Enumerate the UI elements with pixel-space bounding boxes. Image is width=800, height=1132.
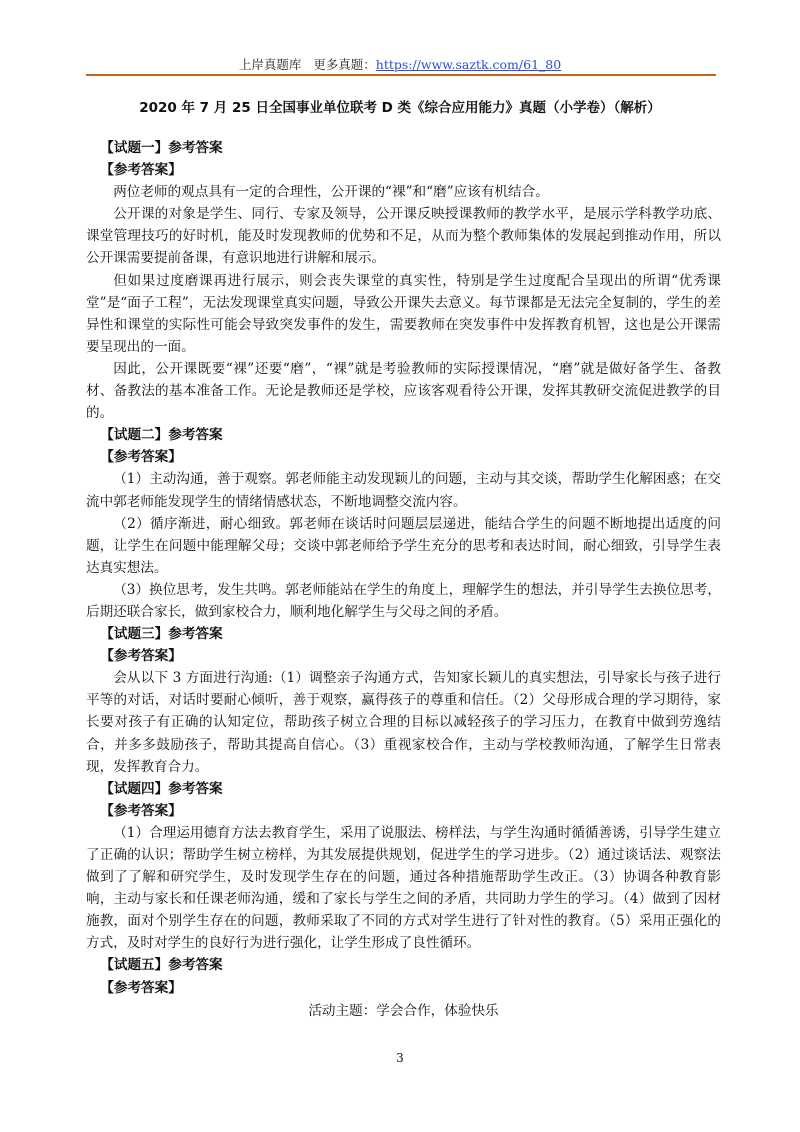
page-number: 3 (396, 1051, 404, 1065)
paragraph: （2）循序渐进，耐心细致。郭老师在谈话时问题层层递进，能结合学生的问题不断地提出适度的问题，让学生在问题中能理解父母；交谈中郭老师给予学生充分的思考和表达时间，耐心细致，引导学生表达真实想法。 (86, 515, 721, 576)
paragraph: 公开课的对象是学生、同行、专家及领导，公开课反映授课教师的教学水平，是展示学科教学功底、课堂管理技巧的好时机，能及时发现教师的优势和不足，从而为整个教师集体的发展起到推动作用，所以公开课需要提前备课，有意识地进行讲解和展示。 (86, 206, 721, 267)
answer-label: 【参考答案】 (100, 162, 182, 179)
answer-label: 【参考答案】 (100, 449, 182, 466)
answer-label: 【参考答案】 (100, 802, 182, 819)
section-heading: 【试题二】参考答案 (100, 427, 223, 444)
section-heading: 【试题三】参考答案 (100, 626, 223, 643)
document-body (86, 137, 721, 1022)
paragraph: 会从以下 3 方面进行沟通:（1）调整亲子沟通方式，告知家长颖儿的真实想法，引导家长与孩子进行平等的对话，对话时要耐心倾听，善于观察，赢得孩子的尊重和信任。（2）父母形成合理的学习期待，家长要对孩子有正确的认知定位，帮助孩子树立合理的目标以减轻孩子的学习压力，在教育中做到劳逸结合，并多多鼓励孩子，帮助其提高自信心。（3）重视家校合作，主动与学校教师沟通，了解学生日常表现，发挥教育合力。 (86, 670, 721, 775)
answer-label: 【参考答案】 (100, 648, 182, 665)
paragraph: 两位老师的观点具有一定的合理性，公开课的“裸”和“磨”应该有机结合。 (113, 184, 549, 201)
section-heading: 【试题一】参考答案 (100, 140, 223, 156)
site-link[interactable]: https://www.saztk.com/61_80 (375, 57, 562, 72)
section-heading: 【试题四】参考答案 (100, 780, 223, 797)
site-name: 上岸真题库 (238, 57, 302, 72)
more-label: 更多真题： (313, 57, 376, 72)
activity-theme: 活动主题：学会合作，体验快乐 (308, 1002, 499, 1019)
paragraph: 因此，公开课既要“裸”还要“磨”，“裸”就是考验教师的实际授课情况，“磨”就是做好备学生、备教材、备教法的基本准备工作。无论是教师还是学校，应该客观看待公开课，发挥其教研交流促进教学的目的。 (86, 360, 721, 422)
paragraph: （1）主动沟通，善于观察。郭老师能主动发现颖儿的问题，主动与其交谈，帮助学生化解困惑；在交流中郭老师能发现学生的情绪情感状态，不断地调整交流内容。 (86, 471, 721, 510)
document-title: 2020 年 7 月 25 日全国事业单位联考 D 类《综合应用能力》真题（小学卷）（解析） (139, 100, 661, 116)
section-heading: 【试题五】参考答案 (100, 957, 223, 974)
page-header (0, 55, 800, 73)
header-divider (86, 74, 716, 76)
paragraph: （1）合理运用德育方法去教育学生，采用了说服法、榜样法，与学生沟通时循循善诱，引导学生建立了正确的认识；帮助学生树立榜样，为其发展提供规划，促进学生的学习进步。（2）通过谈话法、观察法做到了了解和研究学生，及时发现学生存在的问题，通过各种措施帮助学生改正。（3）协调各种教育影响，主动与家长和任课老师沟通，缓和了家长与学生之间的矛盾，共同助力学生的学习。（4）做到了因材施教，面对个别学生存在的问题，教师采取了不同的方式对学生进行了针对性的教育。（5）采用正强化的方式，及时对学生的良好行为进行强化，让学生形成了良性循环。 (86, 824, 721, 952)
paragraph: （3）换位思考，发生共鸣。郭老师能站在学生的角度上，理解学生的想法，并引导学生去换位思考，后期还联合家长，做到家校合力，顺利地化解学生与父母之间的矛盾。 (86, 581, 721, 620)
answer-label: 【参考答案】 (100, 979, 182, 996)
paragraph: 但如果过度磨课再进行展示，则会丧失课堂的真实性，特别是学生过度配合呈现出的所谓“优秀课堂”是“面子工程”，无法发现课堂真实问题，导致公开课失去意义。每节课都是无法完全复制的，学生的差异性和课堂的实际性可能会导致突发事件的发生，需要教师在突发事件中发挥教育机智，这也是公开课需要呈现出的一面。 (86, 272, 721, 355)
